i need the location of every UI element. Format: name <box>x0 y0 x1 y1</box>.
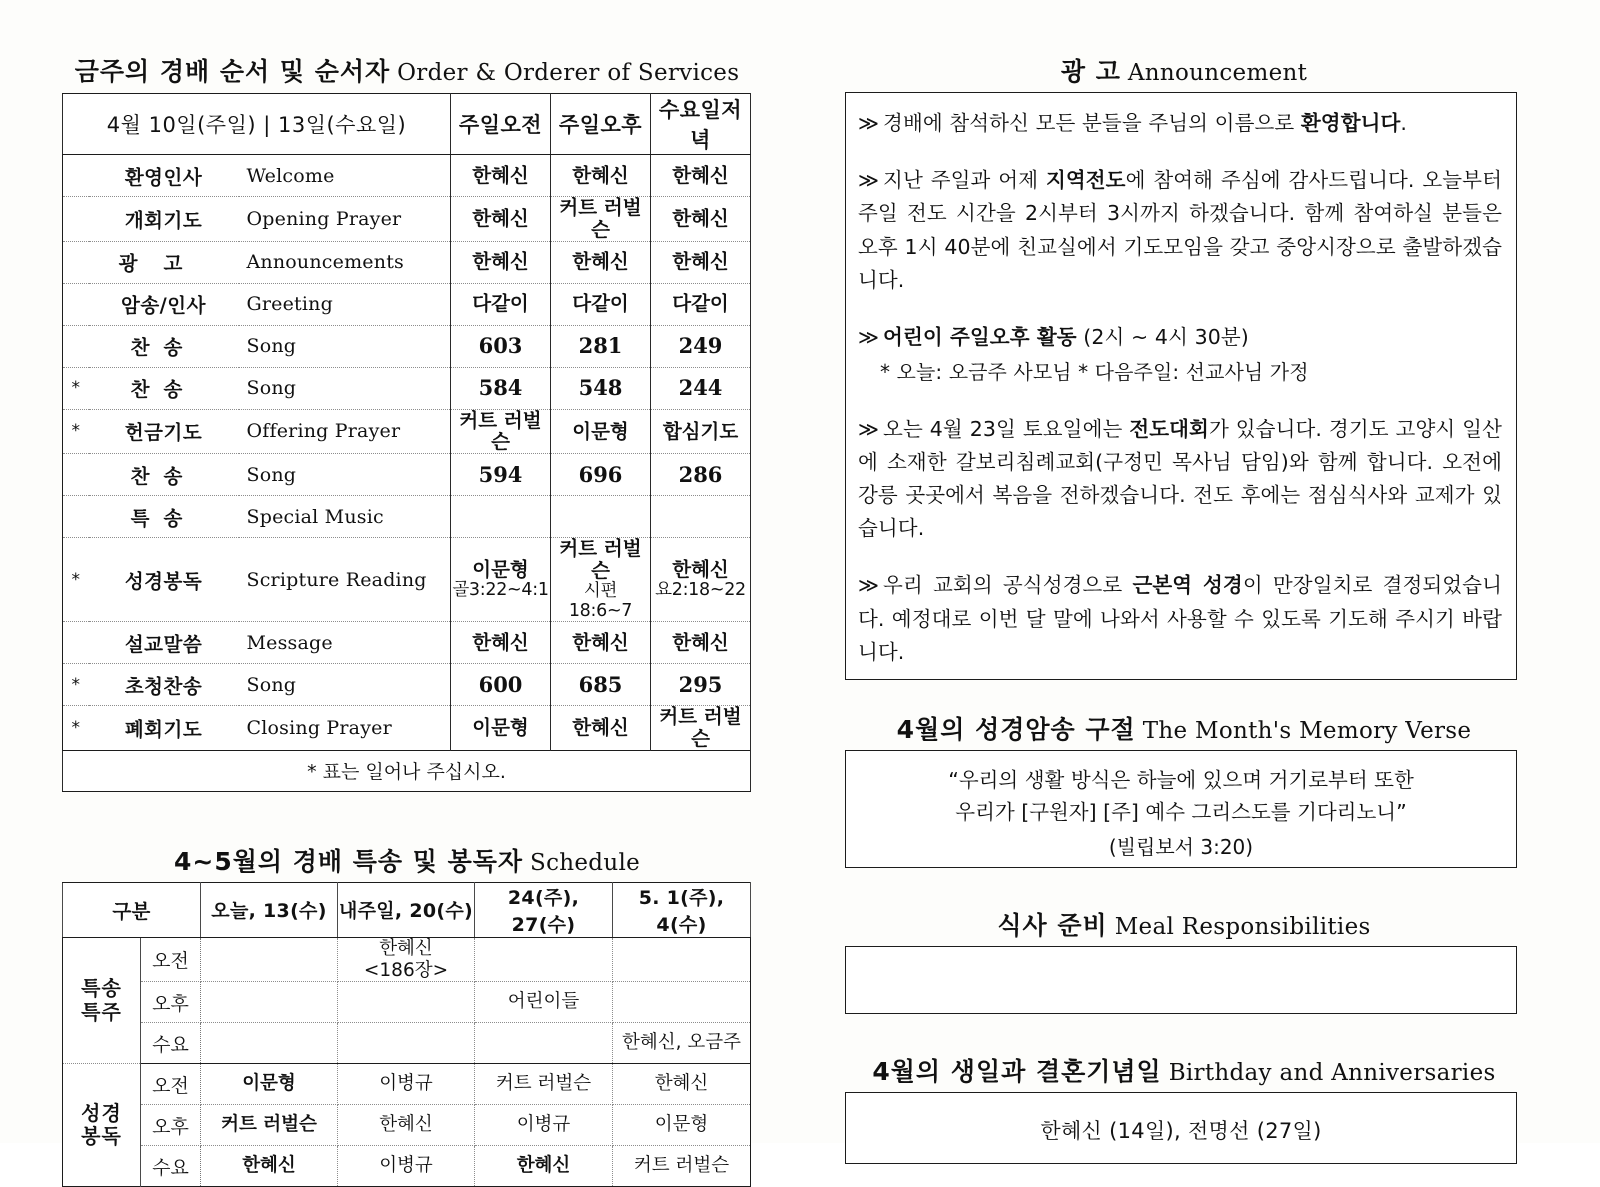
birthday-box <box>845 1092 1517 1164</box>
order-row-sunday-morning-reference: 골3:22~4:1 <box>452 579 549 600</box>
order-table-header-row <box>63 94 751 155</box>
order-row-sunday-afternoon: 커트 러벌슨 <box>551 197 651 242</box>
birthday-title <box>845 1052 1523 1088</box>
schedule-cell: 한혜신, 오금주 <box>613 1023 751 1064</box>
schedule-table-row <box>63 1146 751 1187</box>
schedule-cell: 이문형 <box>201 1064 338 1105</box>
order-table-row <box>63 241 751 283</box>
schedule-subrow-label: 오후 <box>141 982 201 1023</box>
memory-verse-box <box>845 750 1517 868</box>
birthday-section <box>845 1052 1523 1164</box>
announcement-item-text: 경배에 참석하신 모든 분들을 주님의 이름으로 환영합니다. <box>883 111 1408 135</box>
schedule-header-col4: 5. 1(주), 4(수) <box>613 882 751 937</box>
schedule-cell <box>475 937 613 982</box>
memory-verse-line1: “우리의 생활 방식은 하늘에 있으며 거기로부터 또한 <box>948 768 1414 793</box>
order-row-label-ko: 성경봉독 <box>89 538 239 622</box>
schedule-table-row <box>63 1064 751 1105</box>
schedule-title-ko: 4~5월의 경배 특송 및 봉독자 <box>173 846 524 876</box>
order-row-sunday-afternoon: 685 <box>551 664 651 706</box>
order-row-wednesday-evening: 249 <box>651 325 751 367</box>
memory-verse-title-ko: 4월의 성경암송 구절 <box>896 715 1136 745</box>
schedule-group-label-line2: 특주 <box>81 999 122 1024</box>
order-row-wednesday-evening-reference: 요2:18~22 <box>655 579 746 600</box>
order-row-wednesday-evening <box>651 496 751 538</box>
meal-title-ko: 식사 준비 <box>997 911 1108 941</box>
order-row-label-en: Song <box>239 367 451 409</box>
order-row-standing-mark <box>63 155 89 197</box>
order-row-sunday-morning: 커트 러벌슨 <box>451 409 551 454</box>
order-footnote: * 표는 일어나 주십시오. <box>63 750 751 791</box>
schedule-subrow-label: 수요 <box>141 1146 201 1187</box>
order-row-standing-mark <box>63 197 89 242</box>
schedule-header-col1: 오늘, 13(수) <box>201 882 338 937</box>
schedule-cell: 커트 러벌슨 <box>475 1064 613 1105</box>
schedule-table-body <box>63 937 751 1187</box>
order-of-services-title-en: Order & Orderer of Services <box>397 60 740 86</box>
order-row-label-ko: 환영인사 <box>89 155 239 197</box>
order-row-sunday-afternoon-reference: 시편 18:6~7 <box>568 580 633 621</box>
birthday-content: 한혜신 (14일), 전명선 (27일) <box>1040 1119 1322 1144</box>
announcement-item <box>858 321 1502 389</box>
order-row-label-en: Announcements <box>239 241 451 283</box>
meal-title-en: Meal Responsibilities <box>1114 914 1371 941</box>
schedule-header-gubun: 구분 <box>63 882 201 937</box>
memory-verse-section <box>845 710 1523 868</box>
order-row-sunday-morning: 다같이 <box>451 283 551 325</box>
order-row-label-en: Closing Prayer <box>239 706 451 751</box>
announcement-bullet-icon: ≫ <box>858 168 880 193</box>
order-row-wednesday-evening: 커트 러벌슨 <box>651 706 751 751</box>
order-of-services-table <box>62 93 751 792</box>
order-row-sunday-morning: 한혜신 <box>451 241 551 283</box>
memory-verse-title-en: The Month's Memory Verse <box>1142 718 1472 745</box>
order-table-row <box>63 155 751 197</box>
schedule-subrow-label: 오전 <box>141 937 201 982</box>
order-table-row <box>63 706 751 751</box>
right-column <box>845 52 1523 1164</box>
order-row-label-ko: 특송 <box>89 496 239 538</box>
announcement-bullet-icon: ≫ <box>858 416 880 441</box>
order-of-services-title <box>62 52 752 88</box>
order-row-label-en: Special Music <box>239 496 451 538</box>
schedule-cell <box>338 937 475 982</box>
schedule-subrow-label: 오전 <box>141 1064 201 1105</box>
announcement-item-text: 어린이 주일오후 활동 (2시 ~ 4시 30분) <box>883 325 1249 350</box>
order-row-sunday-morning: 600 <box>451 664 551 706</box>
announcement-bullet-icon: ≫ <box>858 111 880 135</box>
schedule-header-row <box>63 882 751 937</box>
order-table-body <box>63 155 751 751</box>
announcement-title-ko: 광 고 <box>1060 57 1121 86</box>
order-row-label-en: Offering Prayer <box>239 409 451 454</box>
schedule-table-row <box>63 982 751 1023</box>
order-row-label-en: Scripture Reading <box>239 538 451 622</box>
order-row-sunday-morning: 594 <box>451 454 551 496</box>
announcement-item-text: 오는 4월 23일 토요일에는 전도대회가 있습니다. 경기도 고양시 일산에 소재한 갈보리침례교회(구정민 목사님 담임)와 함께 합니다. 오전에 강릉 곳곳에서 복음을 전하겠습니다. 전도 후에는 점심식사와 교제가 있습니다. <box>858 416 1502 541</box>
birthday-title-ko: 4월의 생일과 결혼기념일 <box>872 1057 1162 1087</box>
order-row-sunday-morning: 한혜신 <box>451 622 551 664</box>
order-row-sunday-afternoon: 다같이 <box>551 283 651 325</box>
order-row-label-ko: 광고 <box>89 241 239 283</box>
schedule-table-row <box>63 1105 751 1146</box>
order-of-services-title-ko: 금주의 경배 순서 및 순서자 <box>74 57 391 86</box>
announcement-item <box>858 107 1502 140</box>
order-row-standing-mark <box>63 241 89 283</box>
order-table-row <box>63 325 751 367</box>
order-row-sunday-morning: 한혜신 <box>451 197 551 242</box>
order-row-standing-mark <box>63 454 89 496</box>
order-row-label-ko: 폐회기도 <box>89 706 239 751</box>
schedule-title <box>62 842 752 878</box>
order-row-sunday-morning: 한혜신 <box>451 155 551 197</box>
schedule-cell: 이병규 <box>338 1064 475 1105</box>
schedule-table-row <box>63 1023 751 1064</box>
order-row-standing-mark: * <box>63 706 89 751</box>
order-row-label-en: Welcome <box>239 155 451 197</box>
order-row-sunday-morning: 584 <box>451 367 551 409</box>
schedule-group-label <box>63 1064 141 1187</box>
schedule-group-label <box>63 937 141 1064</box>
order-row-sunday-morning: 603 <box>451 325 551 367</box>
order-row-sunday-morning: 이문형 <box>451 706 551 751</box>
order-row-label-ko: 초청찬송 <box>89 664 239 706</box>
order-row-standing-mark <box>63 496 89 538</box>
order-row-label-en: Song <box>239 325 451 367</box>
schedule-group-label-line1: 성경 <box>81 1100 122 1125</box>
order-row-standing-mark <box>63 325 89 367</box>
order-row-wednesday-evening: 한혜신 <box>651 197 751 242</box>
order-table-row <box>63 622 751 664</box>
order-row-sunday-afternoon: 한혜신 <box>551 622 651 664</box>
order-row-sunday-morning: 이문형 골3:22~4:1 <box>451 538 551 622</box>
schedule-cell: 커트 러벌슨 <box>613 1146 751 1187</box>
order-row-wednesday-evening: 286 <box>651 454 751 496</box>
order-table-row <box>63 664 751 706</box>
schedule-cell <box>201 1023 338 1064</box>
schedule-group-label-line2: 봉독 <box>81 1124 122 1149</box>
order-table-row <box>63 197 751 242</box>
schedule-cell-line2: <186장> <box>363 959 449 981</box>
memory-verse-line2: 우리가 [구원자] [주] 예수 그리스도를 기다리노니” <box>955 799 1407 824</box>
order-row-label-en: Opening Prayer <box>239 197 451 242</box>
schedule-subrow-label: 수요 <box>141 1023 201 1064</box>
order-row-label-ko: 찬송 <box>89 325 239 367</box>
schedule-cell: 한혜신 <box>475 1146 613 1187</box>
order-header-wednesday-evening: 수요일저녁 <box>651 94 751 155</box>
order-row-label-ko: 암송/인사 <box>89 283 239 325</box>
order-header-date: 4월 10일(주일) | 13일(수요일) <box>63 94 451 155</box>
announcement-item <box>858 413 1502 546</box>
order-table-row <box>63 454 751 496</box>
schedule-cell: 커트 러벌슨 <box>201 1105 338 1146</box>
order-row-sunday-afternoon: 548 <box>551 367 651 409</box>
order-table-row <box>63 283 751 325</box>
order-row-label-ko: 찬송 <box>89 367 239 409</box>
order-row-label-en: Greeting <box>239 283 451 325</box>
schedule-group-label-line1: 특송 <box>81 976 122 1001</box>
announcement-title <box>845 52 1523 88</box>
order-row-sunday-afternoon: 이문형 <box>551 409 651 454</box>
announcement-title-en: Announcement <box>1127 60 1308 86</box>
schedule-cell-line1: 한혜신 <box>379 937 433 959</box>
birthday-title-en: Birthday and Anniversaries <box>1168 1060 1496 1087</box>
schedule-cell: 이병규 <box>475 1105 613 1146</box>
order-table-row <box>63 367 751 409</box>
schedule-cell <box>201 937 338 982</box>
order-row-wednesday-evening: 295 <box>651 664 751 706</box>
schedule-title-en: Schedule <box>530 849 641 876</box>
announcement-item <box>858 569 1502 669</box>
order-row-standing-mark <box>63 622 89 664</box>
order-row-standing-mark: * <box>63 538 89 622</box>
order-row-wednesday-evening: 한혜신 <box>651 241 751 283</box>
order-row-label-en: Song <box>239 454 451 496</box>
schedule-cell <box>475 1023 613 1064</box>
order-row-standing-mark <box>63 283 89 325</box>
schedule-subrow-label: 오후 <box>141 1105 201 1146</box>
order-table-row <box>63 496 751 538</box>
order-row-label-ko: 설교말씀 <box>89 622 239 664</box>
order-row-wednesday-evening: 한혜신 <box>651 622 751 664</box>
left-column <box>62 52 752 1187</box>
announcement-item-text: 지난 주일과 어제 지역전도에 참여해 주심에 감사드립니다. 오늘부터 주일 전도 시간을 2시부터 3시까지 하겠습니다. 함께 참여하실 분들은 오후 1시 40분에 친교실에서 기도모임을 갖고 중앙시장으로 출발하겠습니다. <box>858 168 1502 292</box>
meal-title <box>845 906 1523 942</box>
schedule-cell <box>201 982 338 1023</box>
announcement-item-subtext: * 오늘: 오금주 사모님 * 다음주일: 선교사님 가정 <box>880 360 1309 385</box>
order-row-sunday-afternoon: 한혜신 <box>551 155 651 197</box>
order-row-standing-mark: * <box>63 367 89 409</box>
order-row-sunday-afternoon: 한혜신 <box>551 241 651 283</box>
schedule-table-row <box>63 937 751 982</box>
order-table-row <box>63 409 751 454</box>
schedule-cell: 어린이들 <box>475 982 613 1023</box>
order-row-wednesday-evening: 한혜신 요2:18~22 <box>651 538 751 622</box>
meal-section <box>845 906 1523 1014</box>
order-row-wednesday-evening: 합심기도 <box>651 409 751 454</box>
order-row-wednesday-evening: 한혜신 <box>651 155 751 197</box>
order-row-sunday-afternoon: 커트 러벌슨 시편 18:6~7 <box>551 538 651 622</box>
schedule-cell: 이병규 <box>338 1146 475 1187</box>
announcement-bullet-icon: ≫ <box>858 325 880 350</box>
order-row-sunday-afternoon: 한혜신 <box>551 706 651 751</box>
announcement-bullet-icon: ≫ <box>858 573 880 598</box>
schedule-section <box>62 842 752 1187</box>
schedule-table <box>62 882 751 1187</box>
order-row-label-en: Song <box>239 664 451 706</box>
announcement-item <box>858 164 1502 297</box>
order-table-footnote-row <box>63 750 751 791</box>
meal-box <box>845 946 1517 1014</box>
schedule-cell: 한혜신 <box>613 1064 751 1105</box>
order-row-standing-mark: * <box>63 409 89 454</box>
schedule-cell: 한혜신 <box>201 1146 338 1187</box>
order-header-sunday-afternoon: 주일오후 <box>551 94 651 155</box>
memory-verse-reference: (빌립보서 3:20) <box>1108 834 1254 859</box>
announcement-item-text: 우리 교회의 공식성경으로 근본역 성경이 만장일치로 결정되었습니다. 예정대로 이번 달 말에 나와서 사용할 수 있도록 기도해 주시기 바랍니다. <box>858 573 1502 664</box>
order-row-sunday-afternoon: 696 <box>551 454 651 496</box>
order-row-standing-mark: * <box>63 664 89 706</box>
schedule-cell <box>613 937 751 982</box>
order-row-label-ko: 개회기도 <box>89 197 239 242</box>
order-row-sunday-afternoon <box>551 496 651 538</box>
order-row-sunday-morning <box>451 496 551 538</box>
schedule-cell <box>338 1023 475 1064</box>
order-row-label-ko: 찬송 <box>89 454 239 496</box>
order-row-sunday-afternoon: 281 <box>551 325 651 367</box>
schedule-cell <box>338 982 475 1023</box>
order-table-row <box>63 538 751 622</box>
order-row-wednesday-evening: 다같이 <box>651 283 751 325</box>
schedule-cell <box>613 982 751 1023</box>
schedule-cell: 한혜신 <box>338 1105 475 1146</box>
schedule-header-col3: 24(주), 27(수) <box>475 882 613 937</box>
schedule-cell: 이문형 <box>613 1105 751 1146</box>
order-row-label-ko: 헌금기도 <box>89 409 239 454</box>
announcement-box <box>845 92 1517 680</box>
schedule-header-col2: 내주일, 20(수) <box>338 882 475 937</box>
order-header-sunday-morning: 주일오전 <box>451 94 551 155</box>
memory-verse-title <box>845 710 1523 746</box>
order-row-wednesday-evening: 244 <box>651 367 751 409</box>
order-row-label-en: Message <box>239 622 451 664</box>
